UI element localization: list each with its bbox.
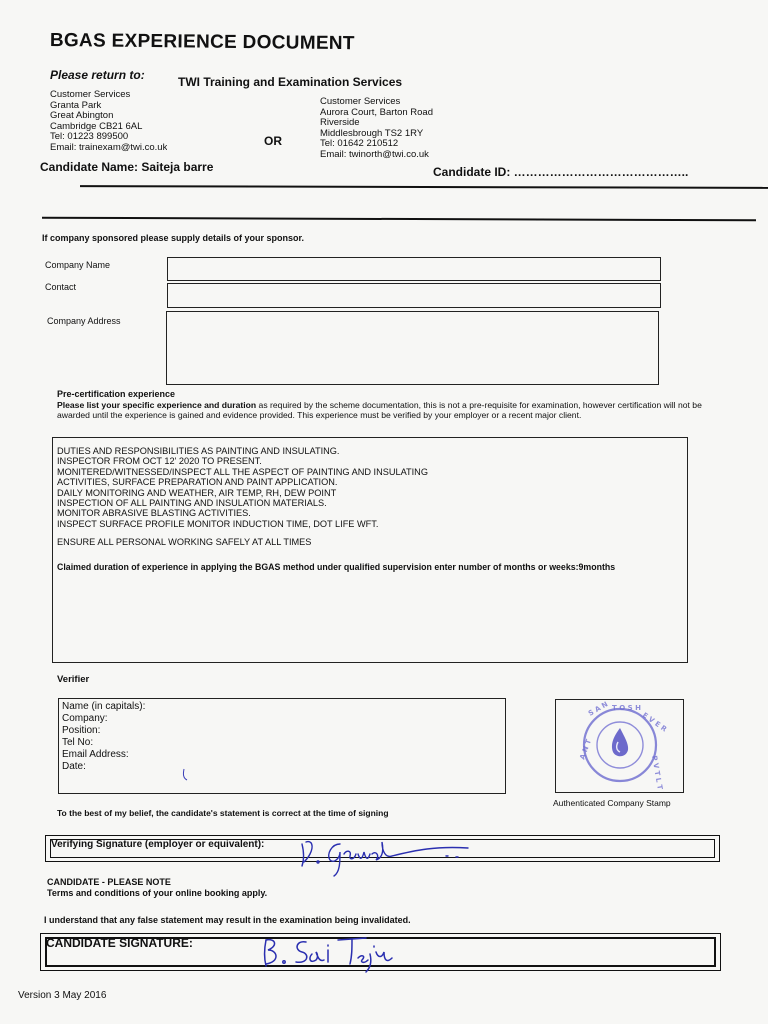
candidate-note-text: Terms and conditions of your online booking apply. [47, 888, 268, 898]
candidate-handwritten-signature [258, 932, 398, 974]
organisation-name: TWI Training and Examination Services [178, 75, 403, 89]
candidate-note-title: CANDIDATE - PLEASE NOTE [47, 877, 171, 887]
document-title: BGAS EXPERIENCE DOCUMENT [49, 30, 355, 55]
svg-text:T O S H: T O S H [612, 704, 641, 712]
company-name-field[interactable] [167, 257, 661, 281]
company-name-label: Company Name [45, 260, 111, 270]
company-address-field[interactable] [166, 311, 659, 385]
precert-title: Pre-certification experience [57, 389, 176, 399]
duty-line: INSPECT SURFACE PROFILE MONITOR INDUCTION TIME, DOT LIFE WFT. [57, 518, 379, 529]
duty-line: INSPECTION OF ALL PAINTING AND INSULATION MATERIALS. [57, 498, 327, 509]
verifier-company-label: Company: [62, 713, 108, 724]
experience-box[interactable] [52, 437, 688, 663]
stamp-caption: Authenticated Company Stamp [553, 798, 671, 808]
verifier-position-label: Position: [62, 725, 101, 736]
address-line: Great Abington [50, 110, 114, 122]
verifier-email-label: Email Address: [62, 749, 129, 760]
contact-field[interactable] [167, 283, 661, 308]
claimed-duration: Claimed duration of experience in applying the BGAS method under qualified supervision enter number of months or weeks:9months [57, 561, 616, 572]
candidate-signature-label: CANDIDATE SIGNATURE: [46, 936, 193, 950]
candidate-name: Candidate Name: Saiteja barre [40, 160, 214, 174]
candidate-id: Candidate ID: …………………………………….. [433, 165, 689, 179]
svg-text:A N T: A N T [578, 738, 594, 761]
verifier-box[interactable] [58, 698, 506, 794]
verifying-signature-label: Verifying Signature (employer or equivalent): [51, 839, 265, 850]
divider-line [42, 217, 756, 221]
return-to-label: Please return to: [50, 68, 145, 82]
duty-line: INSPECTOR FROM OCT 12' 2020 TO PRESENT. [57, 456, 262, 467]
address-line: Riverside [320, 117, 360, 129]
svg-text:P V T L T D: P V T L T D [650, 754, 666, 792]
address-cambridge [50, 90, 167, 152]
address-line: Email: twinorth@twi.co.uk [320, 148, 429, 159]
address-line: Tel: 01642 210512 [320, 138, 399, 150]
verifier-title: Verifier [57, 674, 90, 685]
verifier-handwritten-signature [296, 832, 476, 880]
svg-text:S A N: S A N [587, 700, 610, 718]
address-line: Cambridge CB21 6AL [50, 120, 143, 132]
duty-line: DAILY MONITORING AND WEATHER, AIR TEMP, RH, DEW POINT [57, 487, 337, 498]
version-footer: Version 3 May 2016 [18, 990, 107, 1001]
company-stamp-seal [556, 700, 683, 792]
company-stamp-box [555, 699, 684, 793]
address-line: Tel: 01223 899500 [50, 131, 129, 143]
precert-instructions [57, 400, 717, 420]
pen-mark [180, 768, 190, 782]
address-line: Aurora Court, Barton Road [320, 106, 434, 118]
precert-body: as required by the scheme documentation, this is not a pre-requisite for examination, however certification will not be awarded until the experience is gained and evidence provided. This experience must be verified by your employer or a recent major client. [57, 400, 702, 420]
svg-text:E V E R: E V E R [640, 711, 669, 734]
or-label: OR [264, 134, 282, 148]
sponsor-note: If company sponsored please supply details of your sponsor. [42, 233, 305, 243]
duty-line: MONITOR ABRASIVE BLASTING ACTIVITIES. [57, 508, 251, 519]
duty-line: MONITERED/WITNESSED/INSPECT ALL THE ASPECT OF PAINTING AND INSULATING [57, 466, 428, 477]
address-line: Middlesbrough TS2 1RY [320, 127, 424, 139]
address-line: Customer Services [50, 90, 131, 100]
divider-line [80, 185, 768, 189]
duty-line: ACTIVITIES, SURFACE PREPARATION AND PAINT APPLICATION. [57, 477, 338, 488]
verifier-tel-label: Tel No: [62, 737, 94, 748]
false-statement-warning: I understand that any false statement may result in the examination being invalidated. [44, 915, 411, 925]
verifier-name-label: Name (in capitals): [62, 701, 146, 712]
precert-lead: Please list your specific experience and duration [57, 400, 257, 410]
address-line: Email: trainexam@twi.co.uk [50, 141, 168, 152]
address-middlesbrough [320, 97, 433, 159]
company-address-label: Company Address [47, 316, 121, 326]
belief-statement: To the best of my belief, the candidate's statement is correct at the time of signing [57, 808, 389, 818]
verifier-date-label: Date: [62, 761, 86, 772]
safety-line: ENSURE ALL PERSONAL WORKING SAFELY AT ALL TIMES [57, 537, 312, 548]
address-line: Granta Park [50, 99, 102, 111]
address-line: Customer Services [320, 97, 401, 107]
duty-line: DUTIES AND RESPONSIBILITIES AS PAINTING AND INSULATING. [57, 446, 340, 456]
contact-label: Contact [45, 282, 77, 292]
